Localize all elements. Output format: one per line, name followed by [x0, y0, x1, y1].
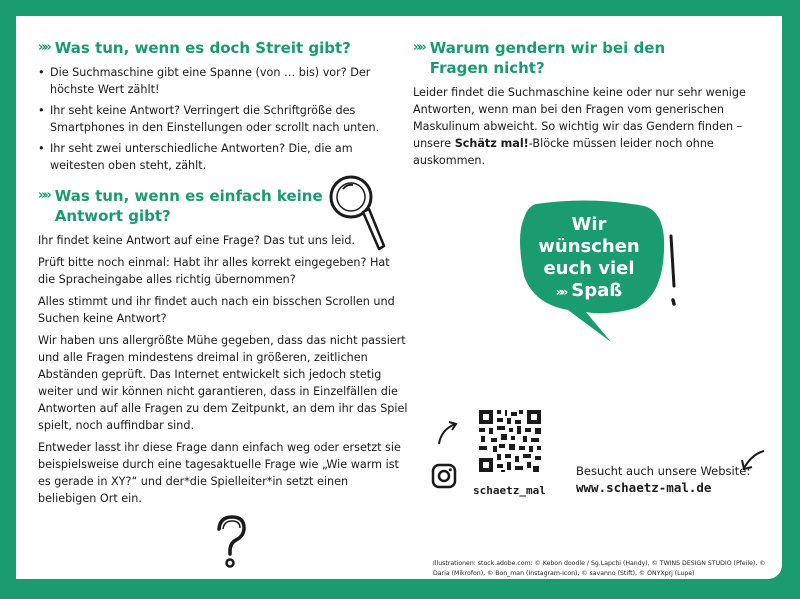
paragraph: Wir haben uns allergrößte Mühe gegeben, dass das nicht passiert und alle Fragen mindestens dreimal in größeren, zeitlichen Abständen geprüft. Das Internet entwickelt sich jedoch stetig weiter und wir können nicht garantieren, dass in Einzelfällen die Antworten auf alle Fragen zu dem Zeitpunkt, an dem ihr das Spiel spielt, noch auffindbar sind.: [38, 334, 408, 432]
page-sheet: [16, 16, 782, 579]
website-link[interactable]: www.schaetz-mal.de: [576, 480, 712, 495]
heading-text: Was tun, wenn es doch Streit gibt?: [54, 39, 351, 57]
heading-line: Warum gendern wir bei den: [429, 39, 666, 57]
bubble-line: wünschen: [538, 236, 640, 257]
instagram-handle[interactable]: schaetz_mal: [473, 484, 546, 497]
bubble-text: [516, 214, 662, 303]
website-label: Besucht auch unsere Website:: [576, 464, 751, 478]
chevron-arrows-icon: »»: [38, 40, 49, 55]
list-item: • Ihr seht zwei unterschiedliche Antworten? Die, die am weitesten oben steht, zählt.: [38, 140, 408, 174]
paragraph-text: -Blöcke müssen leider noch ohne auskommen.: [413, 137, 714, 167]
right-column: [413, 38, 773, 577]
bubble-line-last: [516, 280, 662, 303]
qr-code-block: [473, 408, 573, 497]
paragraph-gendern: [413, 84, 763, 169]
left-column: [38, 38, 408, 512]
paragraph-text: Leider findet die Suchmaschine keine oder nur sehr wenige Antworten, wenn man bei den Fragen vom generischen Maskulinum abweicht. So wichtig wir das Gendern finden – unsere: [413, 86, 746, 150]
question-mark-icon: [211, 513, 251, 571]
magnifier-icon: [321, 171, 391, 261]
paragraph: Alles stimmt und ihr findet auch nach ein bisschen Scrollen und Suchen keine Antwort?: [38, 295, 395, 325]
heading-text: [430, 38, 665, 78]
list-item: • Die Suchmaschine gibt eine Spanne (von … bis) vor? Der höchste Wert zählt!: [38, 64, 408, 98]
website-block: [576, 463, 750, 497]
bubble-line: Wir: [571, 214, 607, 235]
illustration-credits: Illustrationen: stock.adobe.com: © Kebon doodle / Sg.Lapchi (Handy), © TWINS DESIGN STUDIO (Pfeile), © Daria (Mikrofon), © Bon_man (Instagram-Icon), © savanno (Stift), © ONYXprj (Lupe): [433, 560, 766, 577]
chevron-arrows-icon: »»: [555, 285, 566, 299]
list-item: • Ihr seht keine Antwort? Verringert die Schriftgröße des Smartphones in den Einstellungen oder scrollt nach unten.: [38, 102, 408, 136]
qr-code[interactable]: [477, 408, 543, 474]
heading-line: Fragen nicht?: [429, 59, 545, 77]
heading-line: Was tun, wenn es einfach keine: [54, 187, 323, 205]
curved-arrow-icon: [435, 418, 465, 448]
instagram-icon: [431, 463, 457, 489]
paragraph: Ihr findet keine Antwort auf eine Frage? Das tut uns leid.: [38, 234, 355, 247]
bubble-line: euch viel: [543, 258, 635, 279]
section-heading-streit: [38, 38, 408, 58]
chevron-arrows-icon: »»: [413, 40, 424, 55]
heading-text: [55, 186, 323, 226]
brand-name: Schätz mal!: [454, 137, 529, 150]
paragraph: Prüft bitte noch einmal: Habt ihr alles korrekt eingegeben? Hat die Spracheingabe alles richtig übernommen?: [38, 256, 390, 286]
speech-bubble: [516, 196, 686, 346]
section-heading-gendern: [413, 38, 773, 78]
heading-line: Antwort gibt?: [54, 207, 171, 225]
paragraph: Entweder lasst ihr diese Frage dann einfach weg oder ersetzt sie beispielsweise durch eine tagesaktuelle Frage wie „Wie warm ist es gerade in XY?“ und der*die Spielleiter*in setzt einen beliebigen Ort ein.: [38, 441, 401, 505]
chevron-arrows-icon: »»: [38, 188, 49, 203]
bubble-line: Spaß: [571, 280, 623, 301]
streit-bullet-list: [38, 64, 408, 174]
